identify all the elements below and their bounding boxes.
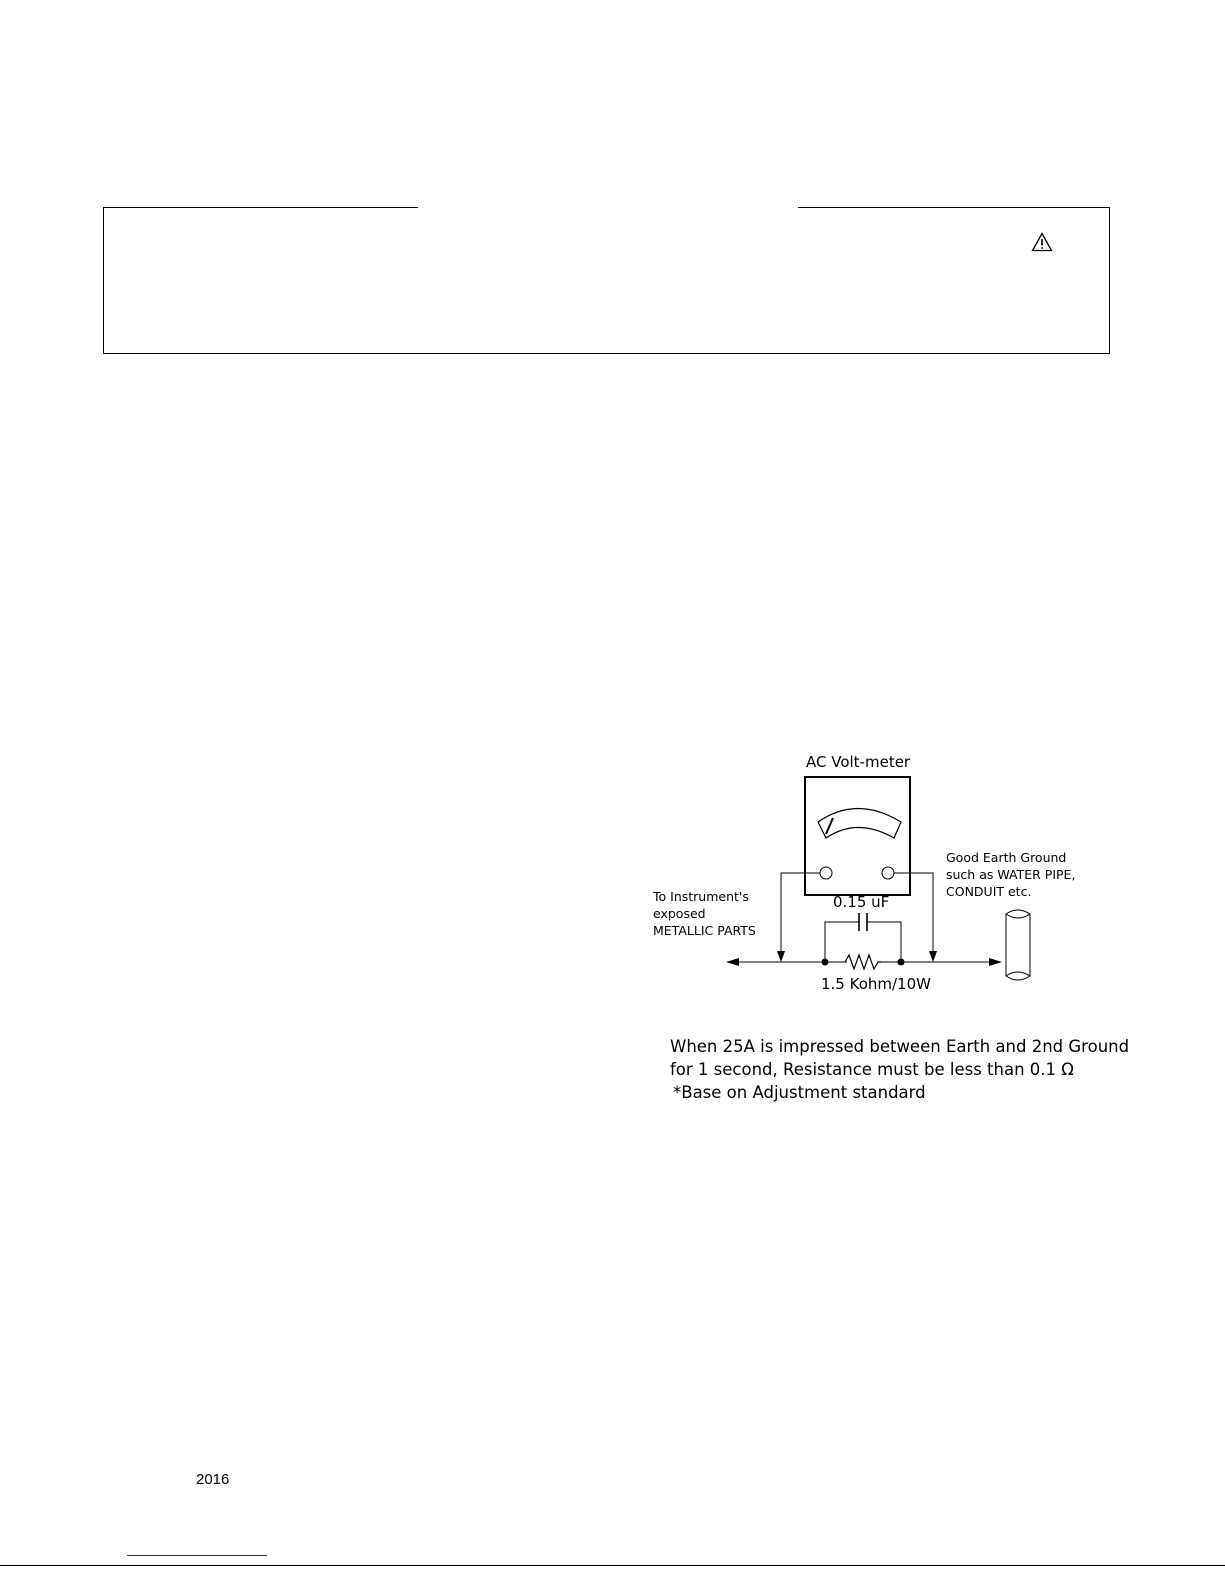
left-note-line-3: METALLIC PARTS — [653, 923, 756, 938]
right-note-line-2: such as WATER PIPE, — [946, 867, 1076, 882]
left-lead-arrow — [777, 951, 785, 962]
meter-needle — [826, 818, 833, 834]
notice-box-title-gap — [418, 203, 798, 211]
water-pipe-icon — [1006, 910, 1030, 980]
right-lead-arrow — [929, 951, 937, 962]
right-note-line-3: CONDUIT etc. — [946, 884, 1032, 899]
leakage-test-diagram — [640, 745, 1100, 1015]
caption-line-1: When 25A is impressed between Earth and 2nd Ground — [670, 1037, 1130, 1056]
footer-link-underline[interactable] — [127, 1555, 267, 1556]
left-terminal — [820, 867, 832, 879]
left-lead — [781, 873, 820, 953]
left-note-line-1: To Instrument's — [653, 889, 749, 904]
right-note-line-1: Good Earth Ground — [946, 850, 1067, 865]
left-end-arrow — [726, 958, 739, 966]
right-end-arrow — [989, 958, 1002, 966]
footer-year: 2016 — [196, 1471, 230, 1488]
capacitor-branch — [825, 922, 859, 962]
warning-triangle-icon — [1031, 232, 1053, 252]
caption-line-3: *Base on Adjustment standard — [673, 1083, 926, 1102]
right-terminal — [882, 867, 894, 879]
resistor-label: 1.5 Kohm/10W — [821, 975, 931, 993]
notice-box — [103, 207, 1110, 354]
test-caption — [670, 1035, 1190, 1104]
left-note-line-2: exposed — [653, 906, 706, 921]
footer-rule — [0, 1565, 1225, 1566]
capacitor-branch-right — [867, 922, 901, 962]
right-lead — [894, 873, 933, 953]
capacitor-label: 0.15 uF — [833, 893, 890, 911]
meter-title: AC Volt-meter — [806, 753, 911, 771]
caption-line-2: for 1 second, Resistance must be less than 0.1 Ω — [670, 1060, 1074, 1079]
